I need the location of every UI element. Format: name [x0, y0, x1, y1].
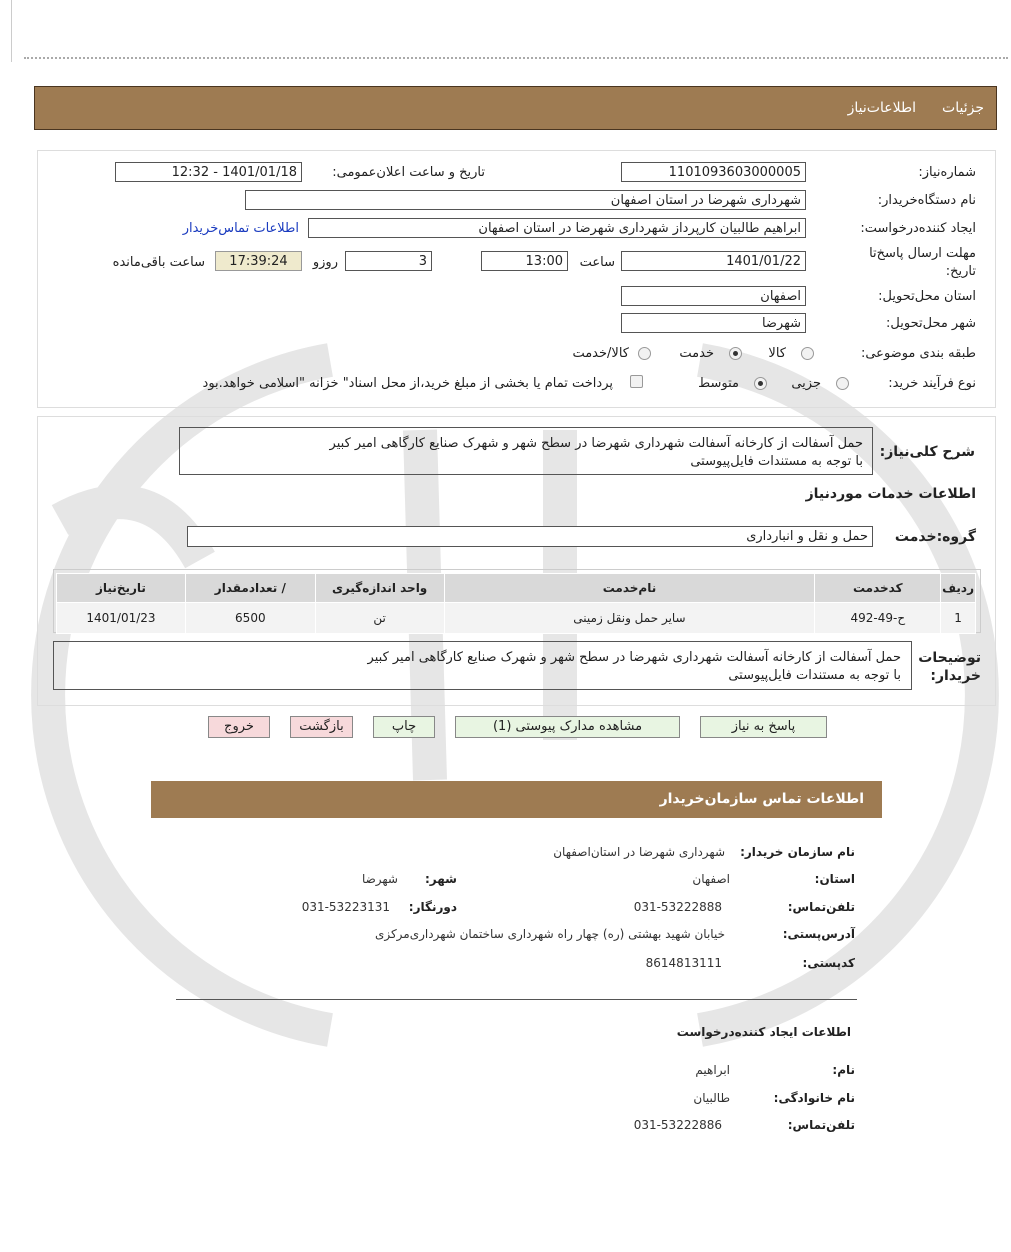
requester-phone-label: تلفن‌تماس:	[787, 1118, 855, 1132]
creator-field: ابراهیم طالبیان کارپرداز شهرداری شهرضا در استان اصفهان	[308, 218, 806, 238]
services-title: اطلاعات خدمات موردنیاز	[805, 486, 976, 502]
service-group-field: حمل و نقل و انبارداری	[187, 526, 873, 547]
remaining-time-label: ساعت باقی‌مانده	[112, 255, 205, 270]
days-field: 3	[345, 251, 432, 271]
requester-name-value: ابراهیم	[695, 1063, 730, 1077]
services-table	[56, 573, 976, 634]
contact-phone-label: تلفن‌تماس:	[787, 900, 855, 914]
buyer-notes-label: توضیحات	[918, 650, 981, 666]
deadline-label-date: تاریخ:	[945, 264, 976, 279]
contact-phone-value: 031-53222888	[633, 900, 722, 914]
contact-city-value: شهرضا	[361, 872, 398, 886]
cell-unit: تن	[315, 603, 444, 634]
city-field: شهرضا	[621, 313, 806, 333]
table-row	[57, 603, 976, 634]
category-radio-service[interactable]	[729, 347, 742, 360]
requester-family-label: نام خانوادگی:	[773, 1091, 855, 1105]
address-value: خیابان شهید بهشتی (ره) چهار راه شهرداری ساختمان شهرداری‌مرکزی	[374, 927, 725, 941]
category-option-goods-service: کالا/خدمت	[572, 346, 629, 361]
requester-name-label: نام:	[832, 1063, 855, 1077]
need-number-label: شماره‌نیاز:	[918, 165, 976, 180]
top-tab-bar	[34, 86, 997, 130]
buyer-notes-line-2: با توجه به مستندات فایل‌پیوستی	[728, 668, 901, 683]
creator-label: ایجاد کننده‌درخواست:	[860, 221, 976, 236]
category-radio-goods-service[interactable]	[638, 347, 651, 360]
buyer-notes-label-2: خریدار:	[930, 668, 981, 684]
category-option-service: خدمت	[679, 346, 714, 361]
contact-province-value: اصفهان	[692, 872, 730, 886]
description-line-1: حمل آسفالت از کارخانه آسفالت شهرداری شهرضا در سطح شهر و شهرک صنایع کارگاهی امیر کبیر	[329, 436, 863, 451]
description-line-2: با توجه به مستندات فایل‌پیوستی	[690, 454, 863, 469]
reply-button[interactable]: پاسخ به نیاز	[700, 716, 827, 738]
buyer-field: شهرداری شهرضا در استان اصفهان	[245, 190, 806, 210]
category-option-goods: کالا	[768, 346, 786, 361]
tab-details[interactable]: جزئیات	[942, 100, 984, 116]
postal-code-value: 8614813111	[645, 956, 722, 970]
section-divider	[176, 999, 857, 1000]
province-field: اصفهان	[621, 286, 806, 306]
print-button[interactable]: چاپ	[373, 716, 435, 738]
need-number-field: 1101093603000005	[621, 162, 806, 182]
deadline-date-field: 1401/01/22	[621, 251, 806, 271]
province-label: استان محل‌تحویل:	[878, 289, 976, 304]
cell-code: ح-49-492	[815, 603, 941, 634]
buyer-notes-line-1: حمل آسفالت از کارخانه آسفالت شهرداری شهرضا در سطح شهر و شهرک صنایع کارگاهی امیر کبیر	[367, 650, 901, 665]
org-value: شهرداری شهرضا در استان‌اصفهان	[553, 845, 725, 859]
view-attachments-button[interactable]: مشاهده مدارک پیوستی (1)	[455, 716, 680, 738]
tab-need-info[interactable]: اطلاعات‌نیاز	[847, 100, 916, 116]
days-label: روزو	[312, 255, 338, 270]
cell-quantity: 6500	[185, 603, 315, 634]
col-name-header: نام‌خدمت	[444, 574, 815, 603]
contact-city-label: شهر:	[425, 872, 457, 886]
left-border-line	[11, 0, 12, 62]
requester-section-title: اطلاعات ایجاد کننده‌درخواست	[676, 1025, 851, 1039]
category-label: طبقه بندی موضوعی:	[860, 346, 976, 361]
col-code-header: کدخدمت	[815, 574, 941, 603]
cell-name: سایر حمل ونقل زمینی	[444, 603, 815, 634]
postal-code-label: کدپستی:	[802, 956, 855, 970]
col-row-header: ردیف	[941, 574, 976, 603]
fax-value: 031-53223131	[301, 900, 390, 914]
deadline-time-field: 13:00	[481, 251, 568, 271]
cell-row: 1	[941, 603, 976, 634]
process-radio-minor[interactable]	[836, 377, 849, 390]
process-label: نوع فرآیند خرید:	[888, 376, 976, 391]
requester-family-value: طالبیان	[693, 1091, 730, 1105]
process-option-medium: متوسط	[698, 376, 739, 391]
service-group-label: گروه:خدمت	[894, 529, 976, 545]
back-button[interactable]: بازگشت	[290, 716, 353, 738]
announce-label: تاریخ و ساعت اعلان‌عمومی:	[332, 165, 485, 180]
contact-section-header	[151, 781, 882, 818]
treasury-payment-checkbox[interactable]	[630, 375, 643, 388]
deadline-time-label: ساعت	[579, 255, 615, 270]
org-label: نام سازمان خریدار:	[740, 845, 855, 859]
announce-field: 1401/01/18 - 12:32	[115, 162, 302, 182]
category-radio-goods[interactable]	[801, 347, 814, 360]
city-label: شهر محل‌تحویل:	[886, 316, 976, 331]
remaining-time-box: 17:39:24	[215, 251, 302, 271]
col-quantity-header: / تعدادمقدار	[185, 574, 315, 603]
contact-province-label: استان:	[814, 872, 855, 886]
dotted-divider	[24, 57, 1008, 59]
description-label: شرح کلی‌نیاز:	[879, 444, 975, 460]
col-unit-header: واحد اندازه‌گیری	[315, 574, 444, 603]
deadline-label: مهلت ارسال پاسخ‌تا	[869, 246, 976, 261]
col-date-header: تاریخ‌نیاز	[57, 574, 186, 603]
buyer-label: نام دستگاه‌خریدار:	[877, 193, 976, 208]
need-info-panel	[37, 150, 996, 408]
payment-note: پرداخت تمام یا بخشی از مبلغ خرید،از محل اسناد" خزانه "اسلامی خواهد.بود	[202, 376, 613, 391]
exit-button[interactable]: خروج	[208, 716, 270, 738]
cell-date: 1401/01/23	[57, 603, 186, 634]
fax-label: دورنگار:	[408, 900, 457, 914]
process-radio-medium[interactable]	[754, 377, 767, 390]
contact-section-title: اطلاعات تماس سازمان‌خریدار	[659, 791, 864, 807]
requester-phone-value: 031-53222886	[633, 1118, 722, 1132]
process-option-minor: جزیی	[791, 376, 821, 391]
address-label: آدرس‌پستی:	[782, 927, 855, 941]
buyer-contact-link[interactable]: اطلاعات تماس‌خریدار	[182, 221, 299, 236]
